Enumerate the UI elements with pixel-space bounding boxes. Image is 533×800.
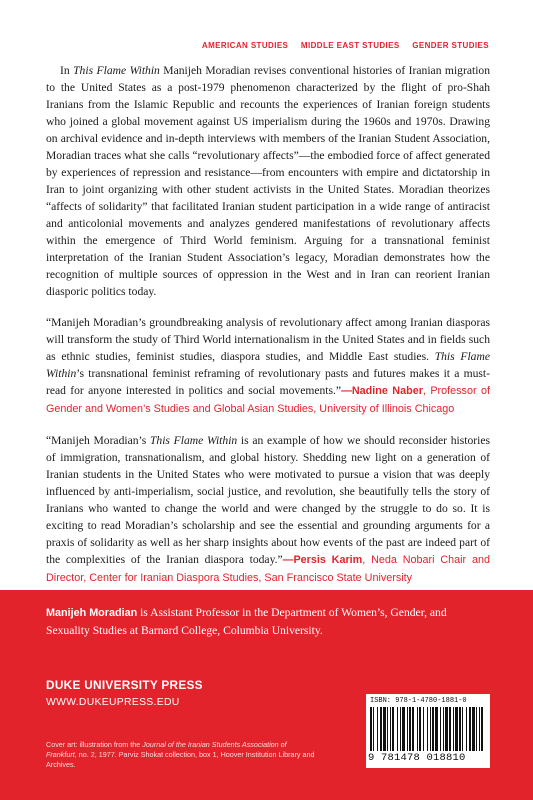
barcode-bar [370,707,372,751]
barcode-bar [449,707,451,751]
barcode-bar [412,707,414,751]
subject-gender-studies: GENDER STUDIES [412,41,489,50]
barcode-bar [390,707,391,751]
book-description: In This Flame Within Manijeh Moradian revises conventional histories of Iranian migration to the United States as a post-1979 phenomenon characterized by the flight of pro-Shah Iranians from the Islamic Republic and recounts the experiences of Iranian foreign students who joined a global movement against US imperialism during the 1960s and 1970s. Drawing on archival evidence and in-depth interviews with members of the Iranian Student Association, Moradian traces what she calls “revolutionary affects”—the embodied force of affect generated by experiences of repression and resistance—from encounters with empire and dictatorship in Iran to joint organizing with other student activists in the United States. Moradian theorizes “affects of solidarity” that facilitated Iranian student participation in a wide range of antiracist and anticolonial movements and analyzes gendered manifestations of revolutionary affects within the emergence of Third World feminism. Arguing for a transnational feminist interpretation of the Iranian Student Association’s legacy, Moradian demonstrates how the recognition of multiple sources of oppression in the West and in Iran can reorient Iranian diasporic politics today. [46,64,491,298]
barcode-bar [392,707,394,751]
author-name: Manijeh Moradian [46,607,138,619]
subject-middle-east-studies: MIDDLE EAST STUDIES [300,41,400,50]
endorser-name: Persis Karim [293,554,363,566]
barcode-number: 9 781478 018810 [368,752,466,764]
barcode-bar [466,707,467,751]
barcode-bar [387,707,388,751]
barcode-bar [443,707,444,751]
barcode-bar [419,707,421,751]
barcode-bar [455,707,458,751]
barcode-bar [476,707,477,751]
barcode-bar [423,707,424,751]
barcode-bar [432,707,434,751]
barcode-bar [469,707,471,751]
barcode-bar [380,707,382,751]
barcode-bar [459,707,461,751]
barcode-bar [400,707,401,751]
barcode-bars [370,707,486,751]
subject-categories [192,41,489,50]
endorser-affiliation: , Neda Nobari Chair and Director, Center for Iranian Diaspora Studies, San Francisco State University [46,554,490,584]
barcode-bar [440,707,441,751]
author-bio: Manijeh Moradian is Assistant Professor in the Department of Women’s, Gender, and Sexuality Studies at Barnard College, Columbia University. [46,606,447,637]
isbn-barcode [366,694,490,768]
barcode-bar [479,707,480,751]
barcode-bar [427,707,428,751]
barcode-bar [402,707,405,751]
barcode-bar [445,707,448,751]
barcode-bar [409,707,411,751]
endorsement-karim: “Manijeh Moradian’s This Flame Within is an example of how we should reconsider histories of immigration, transnationalism, and global history. Shedding new light on a generation of Iranian students in the United States who were motivated to pursue a vision that was deeply influenced by anti-imperialism, social justice, and revolution, she beautifully tells the story of Iranians who wanted to change the world and were changed by the struggle to do so. It is exciting to read Moradian’s scholarship and see the essential and grounding arguments for a praxis of solidarity as well as her sharp insights about how events of the past are indeed part of the complexities of the Iranian diaspora today.”—Persis Karim, Neda Nobari Chair and Director, Center for Iranian Diaspora Studies, San Francisco State University [46,434,490,584]
barcode-bar [407,707,408,751]
subject-american-studies: AMERICAN STUDIES [201,41,289,50]
barcode-bar [472,707,475,751]
barcode-bar [453,707,454,751]
publisher-name: DUKE UNIVERSITY PRESS [46,678,203,692]
isbn-label: ISBN: 978-1-4780-1881-0 [370,697,467,705]
endorser-affiliation: , Professor of Gender and Women’s Studies and Global Asian Studies, University of Illinois Chicago [46,385,490,415]
barcode-bar [397,707,398,751]
barcode-bar [377,707,378,751]
book-title: This Flame Within [73,64,160,77]
barcode-bar [417,707,418,751]
barcode-bar [462,707,463,751]
barcode-bar [383,707,386,751]
publisher-url[interactable]: WWW.DUKEUPRESS.EDU [46,697,180,708]
book-title: This Flame Within [46,350,490,380]
endorser-name: Nadine Naber [351,385,423,397]
endorsement-naber: “Manijeh Moradian’s groundbreaking analysis of revolutionary affect among Iranian diasporas will transform the study of Third World internationalism in the United States and in fields such as ethnic studies, feminist studies, diaspora studies, and Middle East studies. This Flame Within’s transnational feminist reframing of revolutionary pasts and futures makes it a must-read for anyone interested in politics and social movements.”—Nadine Naber, Professor of Gender and Women’s Studies and Global Asian Studies, University of Illinois Chicago [46,316,490,415]
book-title: This Flame Within [149,434,238,447]
barcode-bar [430,707,431,751]
cover-art-credit: Cover art: illustration from the Journal of the Iranian Students Association of Frankfurt, no. 2, 1977. Parviz Shokat collection, box 1, Hoover Institution Library and Archives. [46,740,315,770]
barcode-bar [481,707,483,751]
barcode-bar [373,707,374,751]
main-text [46,62,490,587]
barcode-bar [435,707,438,751]
